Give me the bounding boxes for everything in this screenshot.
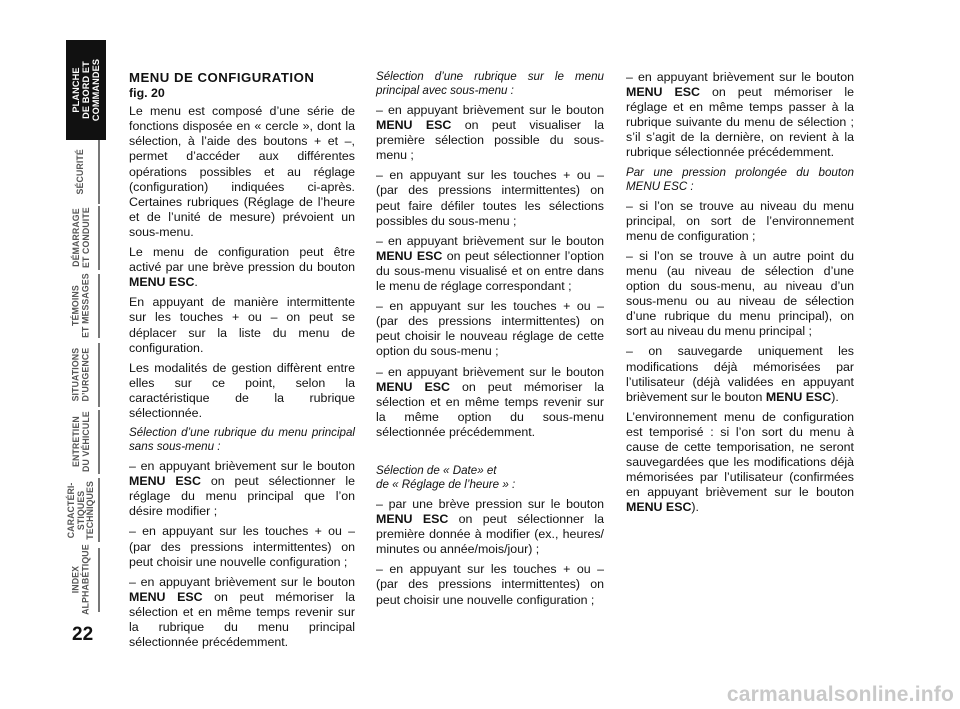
bullet-item: – si l’on se trouve à un autre point du menu (au niveau de sélection d’une option du sous-menu, au niveau d’un sous-menu ou au niveau de sélection d’une rubrique du menu principal), on sort au niveau du menu principal ; bbox=[626, 248, 854, 339]
tab-label: DU VÉHICULE bbox=[80, 411, 91, 473]
menu-esc-label: MENU ESC bbox=[129, 589, 203, 604]
text-column-1 bbox=[129, 70, 355, 655]
tab-label: DÉMARRAGE bbox=[70, 208, 81, 268]
tab-label: ET MESSAGES bbox=[80, 273, 90, 339]
bullet-item bbox=[129, 459, 355, 519]
text: on peut sélectionner le réglage du menu principal que l’on désire modifier ; bbox=[129, 474, 356, 519]
text: ). bbox=[691, 500, 699, 515]
tab-label: SÉCURITÉ bbox=[75, 149, 86, 195]
menu-esc-label: MENU ESC bbox=[376, 118, 452, 133]
text: de « Réglage de l’heure » : bbox=[376, 477, 516, 491]
menu-esc-label: MENU ESC bbox=[626, 500, 692, 515]
text-column-2 bbox=[376, 70, 604, 613]
menu-esc-label: MENU ESC bbox=[376, 512, 449, 527]
watermark: carmanualsonline.info bbox=[726, 683, 954, 706]
text: L’environnement menu de configuration est temporisé : si l’on sort du menu à cause de cette temporisation, ne seront sauvegardées que les modifications déjà mémorisées par l’utilisateur (confirmées en appuyant brièvement sur le bouton bbox=[626, 409, 854, 500]
text: – en appuyant brièvement sur le bouton bbox=[626, 70, 854, 84]
tab-label: D’URGENCE bbox=[80, 348, 90, 402]
subheading bbox=[376, 464, 604, 492]
text: on peut mémoriser la sélection et en même temps revenir sur la rubrique du menu principal sélectionnée précédemment. bbox=[129, 589, 355, 650]
bullet-item: – en appuyant sur les touches + ou – (par des pressions intermittentes) on peut choisir le nouveau réglage de cette option du sous-menu ; bbox=[376, 299, 604, 359]
page-number: 22 bbox=[72, 624, 94, 645]
text: on peut mémoriser le réglage et en même temps passer à la rubrique suivante du menu de sélection ; s’il s’agit de la dernière, on revient à la rubrique sélectionnée précédemment. bbox=[626, 85, 854, 160]
chapter-tabs bbox=[0, 0, 110, 709]
paragraph: Le menu est composé d’une série de fonctions disposée en « cercle », dont la sélection, à l’aide des boutons + et –, permet d’accéder aux différentes opérations possibles et au réglage (configuration) indiquées ci-après. Certaines rubriques (Réglage de l’heure et de l’unité de mesure) prévoient un sous-menu. bbox=[129, 104, 355, 239]
bullet-item bbox=[376, 497, 604, 557]
text: Le menu de configuration peut être activé par une brève pression du bouton bbox=[129, 245, 355, 275]
tab-label: CARACTÉRI- bbox=[65, 482, 76, 538]
tab-label: PLANCHE bbox=[71, 67, 81, 113]
menu-esc-label: MENU ESC bbox=[129, 275, 195, 290]
text: on peut visualiser la première sélection possible du sous-menu ; bbox=[376, 118, 604, 163]
tab-label: DE BORD ET bbox=[81, 61, 91, 119]
bullet-item bbox=[129, 575, 355, 650]
tab-label: COMMANDES bbox=[91, 58, 101, 122]
menu-esc-label: MENU ESC bbox=[765, 389, 832, 404]
tab-label: ENTRETIEN bbox=[70, 416, 81, 468]
subheading: Sélection d’une rubrique sur le menu principal avec sous-menu : bbox=[376, 70, 604, 97]
bullet-item bbox=[376, 234, 604, 294]
text: Sélection de « Date» et bbox=[376, 463, 497, 477]
tab-label: INDEX bbox=[70, 566, 81, 594]
text: – en appuyant brièvement sur le bouton bbox=[376, 103, 604, 117]
tab-entretien[interactable] bbox=[64, 410, 100, 474]
text: on peut sélectionner l’option du sous-menu visualisé et on entre dans le menu de réglage correspondant ; bbox=[376, 248, 604, 294]
paragraph bbox=[129, 245, 355, 290]
subheading: Par une pression prolongée du bouton MENU ESC : bbox=[626, 165, 854, 193]
tab-label: TECHNIQUES bbox=[84, 480, 95, 540]
tab-index[interactable] bbox=[64, 544, 100, 616]
bullet-item: – en appuyant sur les touches + ou – (par des pressions intermittentes) on peut choisir une nouvelle configuration ; bbox=[376, 562, 604, 607]
text-column-3 bbox=[626, 70, 854, 520]
text: – en appuyant brièvement sur le bouton bbox=[129, 459, 355, 474]
bullet-item: – si l’on se trouve au niveau du menu principal, on sort de l’environnement menu de configuration ; bbox=[626, 198, 854, 243]
tab-demarrage[interactable] bbox=[64, 206, 100, 270]
text: – par une brève pression sur le bouton bbox=[376, 496, 604, 511]
text: . bbox=[194, 275, 198, 290]
tab-label: ALPHABÉTIQUE bbox=[80, 544, 91, 616]
menu-esc-label: MENU ESC bbox=[376, 248, 443, 263]
paragraph bbox=[626, 410, 854, 516]
tab-temoins[interactable] bbox=[64, 274, 100, 338]
tab-planche-de-bord[interactable] bbox=[66, 40, 106, 140]
text: – en appuyant brièvement sur le bouton bbox=[376, 364, 604, 379]
paragraph: En appuyant de manière intermittente sur les touches + ou – on peut se déplacer sur la liste du menu de configuration. bbox=[129, 295, 355, 355]
text: ). bbox=[831, 389, 839, 404]
figure-reference: fig. 20 bbox=[129, 86, 165, 101]
text: – en appuyant brièvement sur le bouton bbox=[129, 574, 355, 589]
tab-label: SITUATIONS bbox=[70, 348, 81, 402]
menu-esc-label: MENU ESC bbox=[376, 379, 450, 394]
section-title: MENU DE CONFIGURATION bbox=[129, 70, 315, 85]
menu-esc-label: MENU ESC bbox=[129, 474, 201, 489]
tab-securite[interactable] bbox=[64, 140, 100, 204]
subheading: Sélection d’une rubrique du menu principal sans sous-menu : bbox=[129, 426, 355, 454]
bullet-item bbox=[376, 103, 604, 163]
paragraph: Les modalités de gestion diffèrent entre elles sur ce point, selon la caractéristique de la rubrique sélectionnée. bbox=[129, 360, 355, 420]
text: – on sauvegarde uniquement les modifications déjà mémorisées par l’utilisateur (déjà validées en appuyant brièvement sur le bouton bbox=[626, 344, 854, 404]
text: on peut sélectionner la première donnée à modifier (ex., heures/ minutes ou année/mois/jour) ; bbox=[376, 512, 604, 557]
tab-situations-urgence[interactable] bbox=[64, 343, 100, 407]
menu-esc-label: MENU ESC bbox=[626, 85, 700, 100]
tab-caracteristiques[interactable] bbox=[64, 478, 100, 542]
text: on peut mémoriser la sélection et en même temps revenir sur la même option du sous-menu sélectionnée précédemment. bbox=[376, 379, 604, 439]
bullet-item bbox=[376, 365, 604, 440]
tab-label: ET CONDUITE bbox=[80, 207, 91, 269]
bullet-item: – en appuyant sur les touches + ou – (par des pressions intermittentes) on peut choisir une nouvelle configuration ; bbox=[129, 524, 355, 569]
text: – en appuyant brièvement sur le bouton bbox=[376, 233, 604, 248]
bullet-item bbox=[626, 344, 854, 404]
bullet-item: – en appuyant sur les touches + ou – (par des pressions intermittentes) on peut faire défiler toutes les sélections possibles du sous-menu ; bbox=[376, 168, 604, 228]
tab-label: STIQUES bbox=[75, 490, 86, 530]
bullet-item bbox=[626, 70, 854, 161]
tab-label: TÉMOINS bbox=[70, 285, 81, 327]
